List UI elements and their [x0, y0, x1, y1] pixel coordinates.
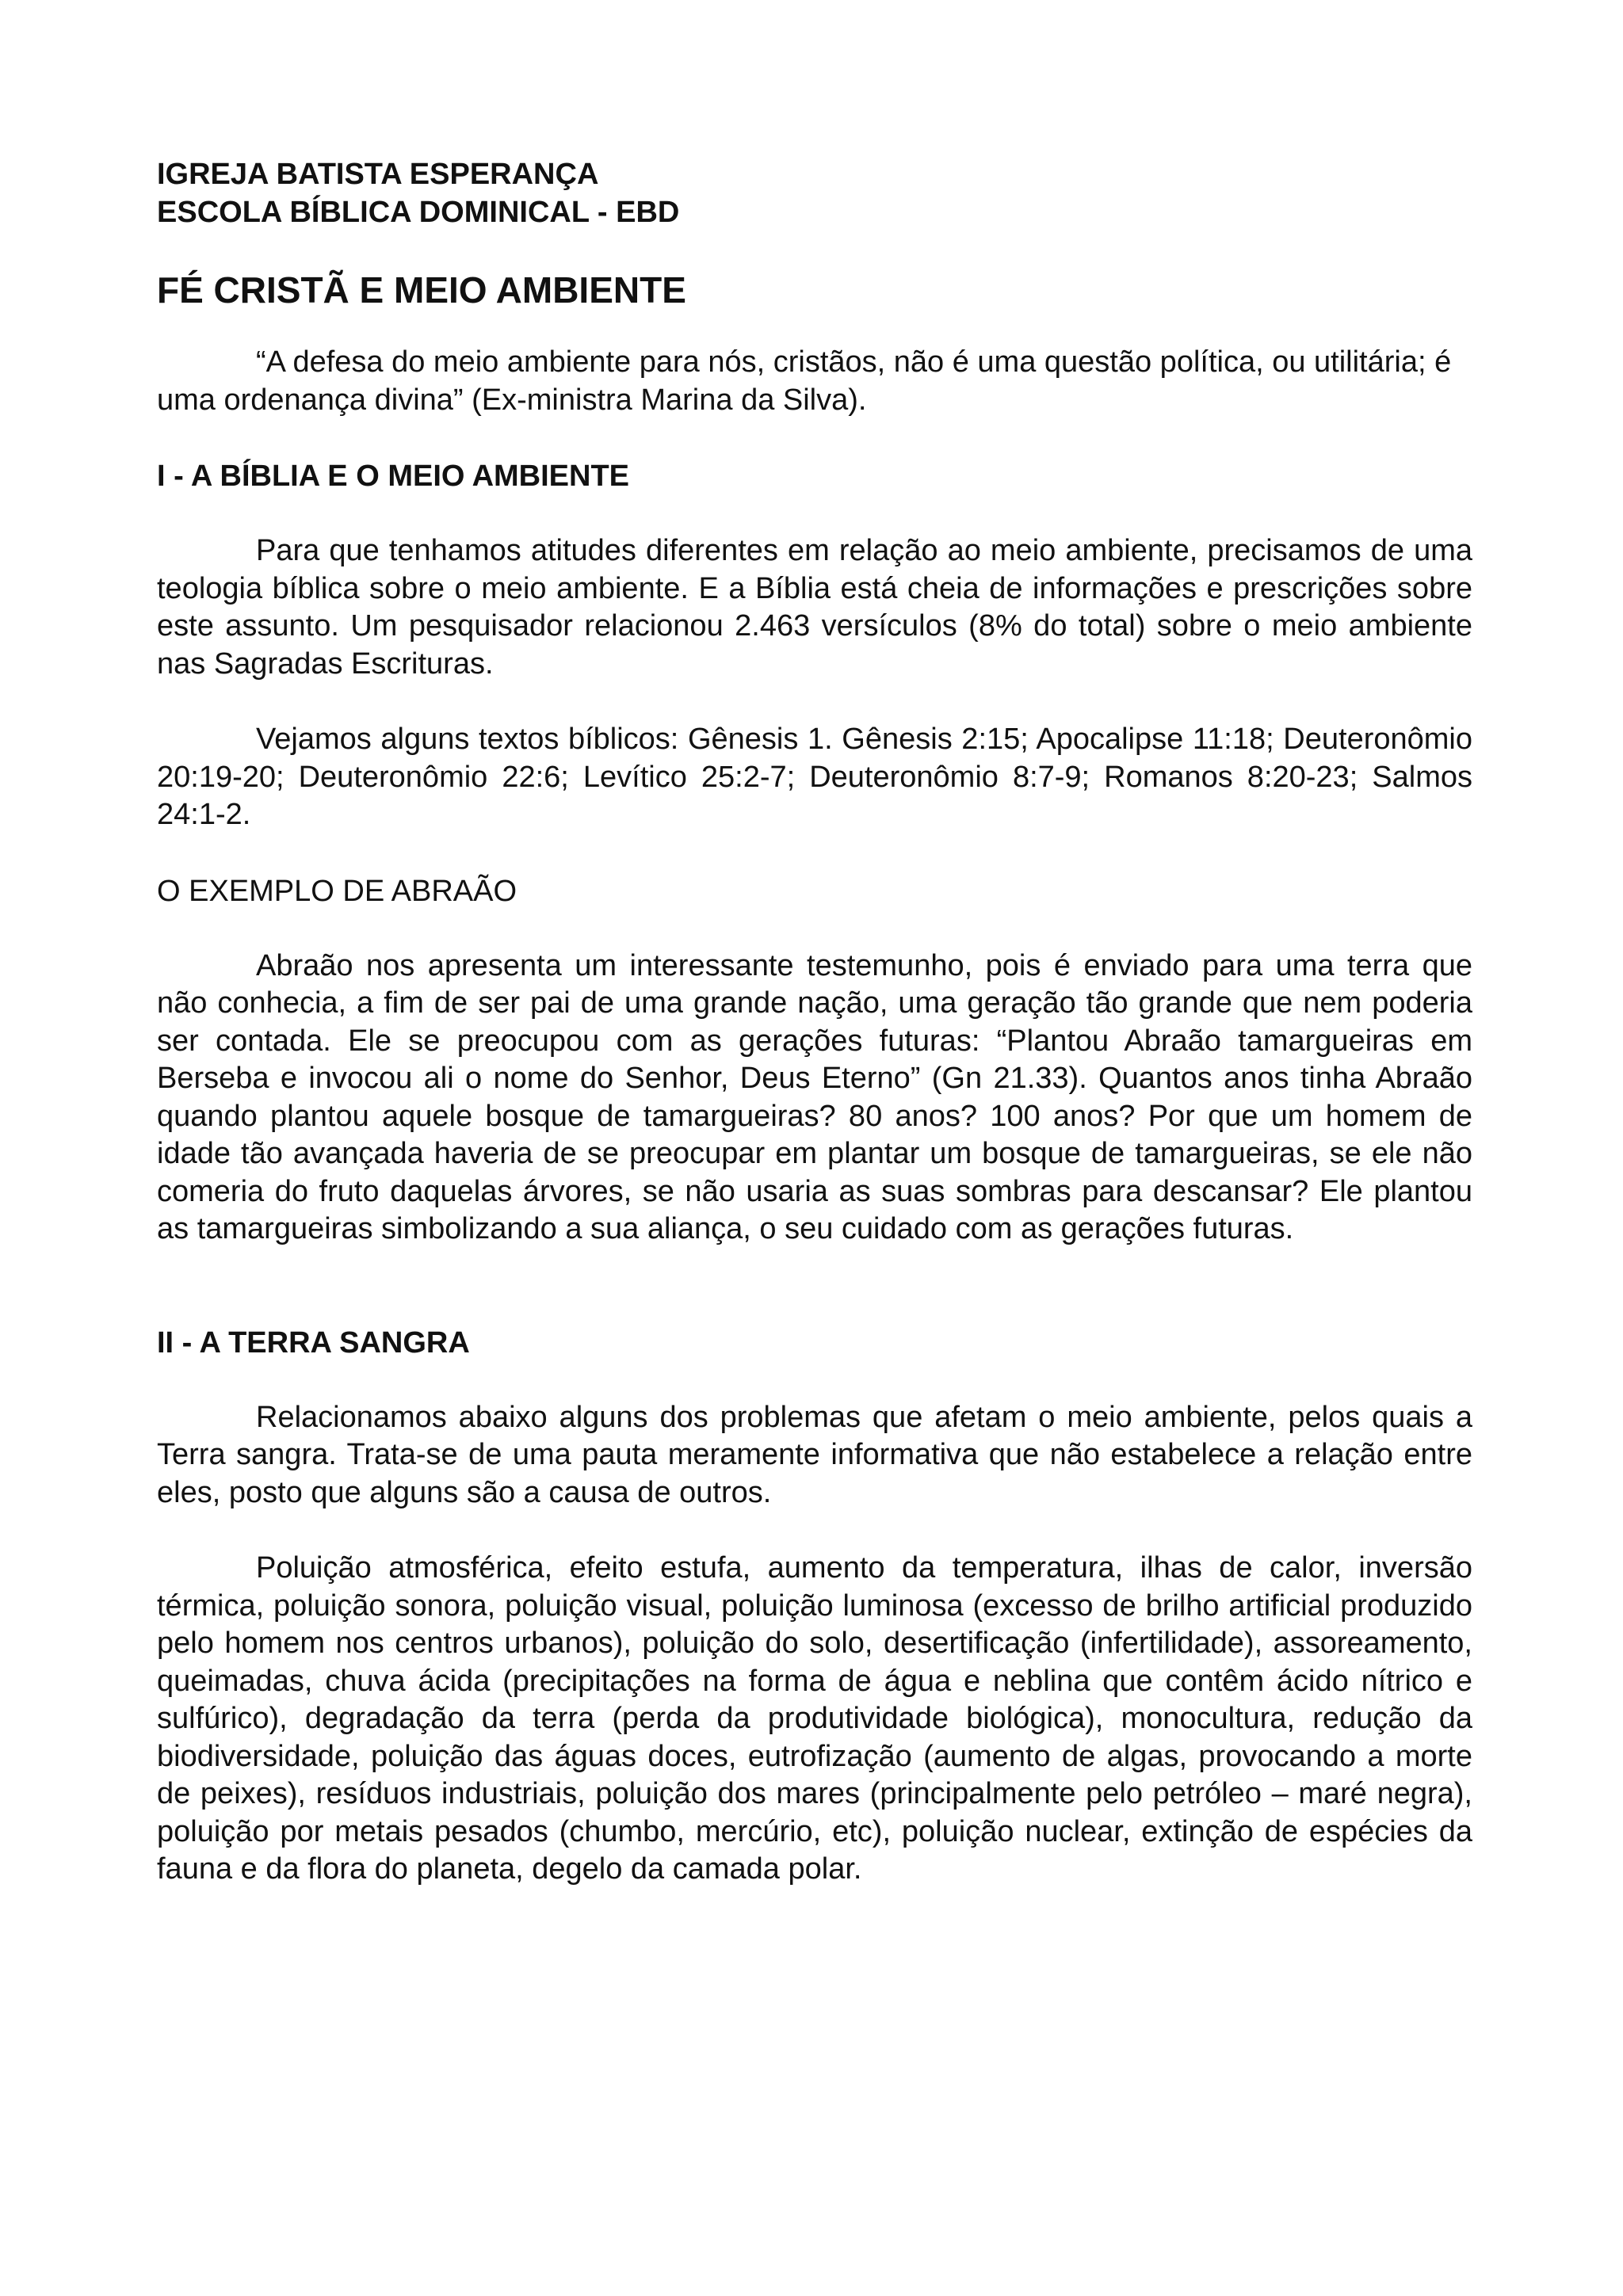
document-title: FÉ CRISTÃ E MEIO AMBIENTE [157, 269, 686, 311]
epigraph-quote: “A defesa do meio ambiente para nós, cristãos, não é uma questão política, ou utilitária; é uma ordenança divina” (Ex-ministra Marina da Silva). [157, 345, 1452, 417]
school-name: ESCOLA BÍBLICA DOMINICAL - EBD [157, 196, 680, 229]
section-1-paragraph-2: Vejamos alguns textos bíblicos: Gênesis 1. Gênesis 2:15; Apocalipse 11:18; Deuteronômio 20:19-20; Deuteronômio 22:6; Levítico 25:2-7; Deuteronômio 8:7-9; Romanos 8:20-23; Salmos 24:1-2. [157, 723, 1472, 831]
section-2-heading: II - A TERRA SANGRA [157, 1325, 470, 1360]
document-page [157, 155, 1472, 1889]
section-1-heading: I - A BÍBLIA E O MEIO AMBIENTE [157, 460, 630, 493]
abraham-example-subheading: O EXEMPLO DE ABRAÃO [157, 874, 517, 908]
section-1-paragraph-3: Abraão nos apresenta um interessante testemunho, pois é enviado para uma terra que não conhecia, a fim de ser pai de uma grande nação, uma geração tão grande que nem poderia ser contada. Ele se preocupou com as gerações futuras: “Plantou Abraão tamargueiras em Berseba e invocou ali o nome do Senhor, Deus Eterno” (Gn 21.33). Quantos anos tinha Abraão quando plantou aquele bosque de tamargueiras? 80 anos? 100 anos? Por que um homem de idade tão avançada haveria de se preocupar em plantar um bosque de tamargueiras, se ele não comeria do fruto daquelas árvores, se não usaria as suas sombras para descansar? Ele plantou as tamargueiras simbolizando a sua aliança, o seu cuidado com as gerações futuras. [157, 948, 1472, 1245]
section-2-paragraph-2: Poluição atmosférica, efeito estufa, aumento da temperatura, ilhas de calor, inversão térmica, poluição sonora, poluição visual, poluição luminosa (excesso de brilho artificial produzido pelo homem nos centros urbanos), poluição do solo, desertificação (infertilidade), assoreamento, queimadas, chuva ácida (precipitações na forma de água e neblina que contêm ácido nítrico e sulfúrico), degradação da terra (perda da produtividade biológica), monocultura, redução da biodiversidade, poluição das águas doces, eutrofização (aumento de algas, provocando a morte de peixes), resíduos industriais, poluição dos mares (principalmente pelo petróleo – maré negra), poluição por metais pesados (chumbo, mercúrio, etc), poluição nuclear, extinção de espécies da fauna e da flora do planeta, degelo da camada polar. [157, 1551, 1472, 1886]
organization-name: IGREJA BATISTA ESPERANÇA [157, 158, 599, 191]
section-2-paragraph-1: Relacionamos abaixo alguns dos problemas que afetam o meio ambiente, pelos quais a Terra sangra. Trata-se de uma pauta meramente informativa que não estabelece a relação entre eles, posto que alguns são a causa de outros. [157, 1400, 1472, 1509]
section-1-paragraph-1: Para que tenhamos atitudes diferentes em relação ao meio ambiente, precisamos de uma teologia bíblica sobre o meio ambiente. E a Bíblia está cheia de informações e prescrições sobre este assunto. Um pesquisador relacionou 2.463 versículos (8% do total) sobre o meio ambiente nas Sagradas Escrituras. [157, 534, 1472, 681]
